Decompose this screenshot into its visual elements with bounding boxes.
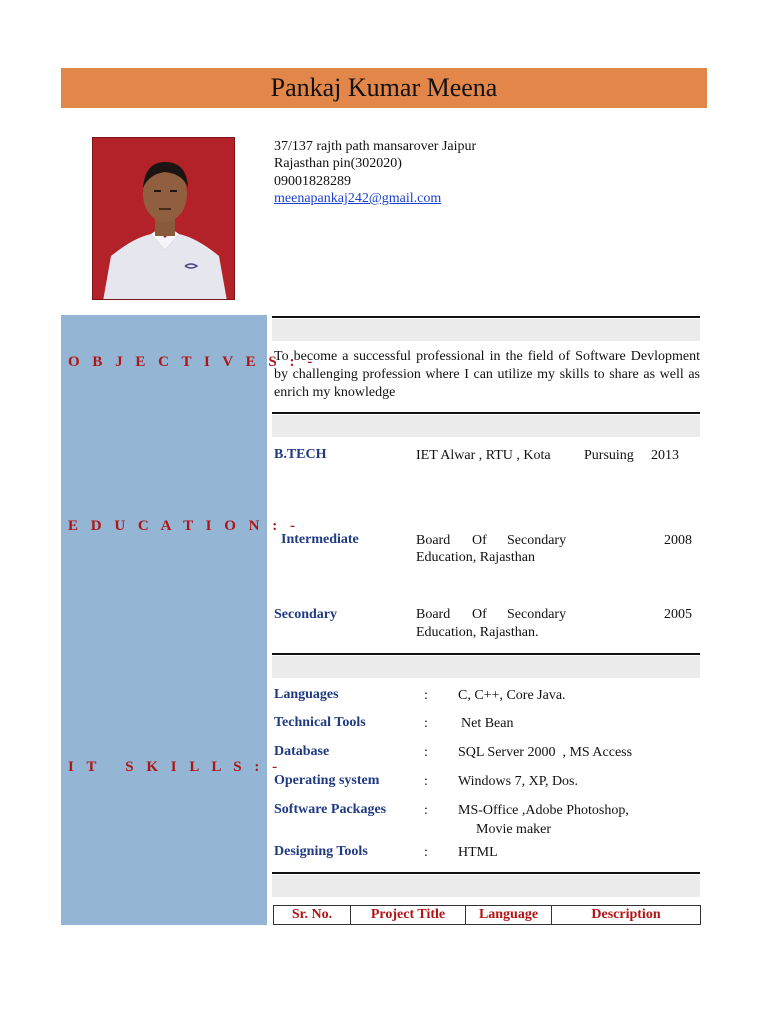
projects-table (273, 905, 701, 925)
divider-line (272, 872, 700, 874)
candidate-name: Pankaj Kumar Meena (270, 73, 498, 102)
divider-line (272, 316, 700, 318)
skill-label: Database (274, 744, 330, 759)
section-separator (272, 319, 700, 341)
profile-photo (92, 137, 235, 300)
skill-label: Operating system (274, 773, 380, 788)
it-skills-heading: I T S K I L L S : - (68, 759, 282, 775)
skill-colon: : (424, 688, 428, 703)
skill-colon: : (424, 745, 428, 760)
objectives-heading: O B J E C T I V E S : - (68, 354, 317, 370)
education-institute-word: Secondary (507, 533, 567, 548)
skill-value: C, C++, Core Java. (458, 688, 566, 703)
skill-value: HTML (458, 845, 498, 860)
education-degree: Intermediate (281, 532, 359, 547)
table-header-cell: Language (466, 906, 552, 925)
section-separator (272, 656, 700, 678)
divider-line (272, 653, 700, 655)
table-header-cell: Sr. No. (274, 906, 351, 925)
objective-text: To become a successful professional in the field of Software Devlopment by challenging profession where I can utilize my skills to share as well as enrich my knowledge (274, 349, 700, 400)
skill-label: Software Packages (274, 802, 387, 817)
skill-value: SQL Server 2000 , MS Access (458, 745, 633, 760)
skill-label: Technical Tools (274, 715, 366, 730)
education-degree: Secondary (274, 607, 337, 622)
skill-label: Languages (274, 687, 339, 702)
table-header-cell: Description (552, 906, 701, 925)
education-institute-word: Board (416, 607, 451, 622)
skill-label: Designing Tools (274, 844, 368, 859)
table-header-row (274, 906, 701, 925)
divider-line (272, 412, 700, 414)
education-degree: B.TECH (274, 447, 327, 462)
skill-colon: : (424, 774, 428, 789)
education-institute-word: Of (472, 607, 487, 622)
education-institute-word: Board (416, 533, 451, 548)
skill-value: Net Bean (461, 716, 514, 731)
section-separator (272, 415, 700, 437)
education-institute-word: Secondary (507, 607, 567, 622)
skill-value-line2: Movie maker (476, 822, 552, 837)
address-line-2: Rajasthan pin(302020) (274, 156, 402, 171)
education-status: Pursuing (584, 448, 634, 463)
education-institute: IET Alwar , RTU , Kota (416, 448, 551, 463)
table-header-cell: Project Title (351, 906, 466, 925)
skill-value: Windows 7, XP, Dos. (458, 774, 579, 789)
email-link[interactable]: meenapankaj242@gmail.com (274, 191, 442, 206)
skill-colon: : (424, 845, 428, 860)
name-banner (61, 68, 707, 108)
address-line-1: 37/137 rajth path mansarover Jaipur (274, 139, 477, 154)
education-year: 2005 (664, 607, 692, 622)
education-institute-line: Education, Rajasthan. (416, 625, 539, 640)
section-sidebar (61, 315, 267, 925)
portrait-image (93, 138, 235, 300)
skill-value: MS-Office ,Adobe Photoshop, (458, 803, 629, 818)
education-year: 2013 (651, 448, 679, 463)
education-institute-line: Education, Rajasthan (416, 550, 535, 565)
skill-colon: : (424, 716, 428, 731)
skill-colon: : (424, 803, 428, 818)
education-institute-word: Of (472, 533, 487, 548)
phone-number: 09001828289 (274, 174, 351, 189)
education-heading: E D U C A T I O N : - (68, 518, 300, 534)
education-year: 2008 (664, 533, 692, 548)
section-separator (272, 875, 700, 897)
